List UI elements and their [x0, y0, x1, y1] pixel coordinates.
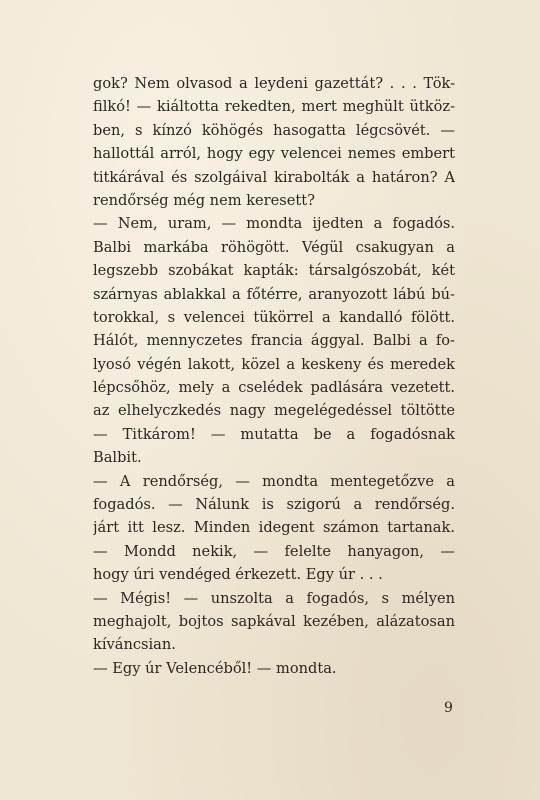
text-line: — Mondd nekik, — felelte hanyagon, — [93, 542, 455, 560]
text-line: — Titkárom! — mutatta be a fogadósnak [93, 425, 455, 443]
text-line: Hálót, mennyczetes francia ággyal. Balbi a fo- [93, 332, 455, 350]
text-line: Balbit. [93, 449, 142, 467]
text-line: — A rendőrség, — mondta mentegetőzve a [93, 472, 455, 490]
text-line: — Mégis! — unszolta a fogadós, s mélyen [93, 589, 455, 607]
text-line: fogadós. — Nálunk is szigorú a rendőrség. [93, 496, 455, 514]
text-line: ben, s kínzó köhögés hasogatta légcsövét. — [93, 121, 455, 139]
body-text [93, 72, 455, 680]
text-line: rendőrség még nem keresett? [93, 191, 315, 209]
page-number: 9 [444, 700, 453, 716]
text-line: szárnyas ablakkal a főtérre, aranyozott lábú bú- [93, 285, 455, 303]
text-line: lyosó végén lakott, közel a keskeny és meredek [93, 355, 455, 373]
text-line: kíváncsian. [93, 636, 176, 654]
text-line: titkárával és szolgáival kirabolták a határon? A [93, 168, 455, 186]
text-line: filkó! — kiáltotta rekedten, mert meghült ütköz- [93, 98, 455, 116]
text-line: torokkal, s velencei tükörrel a kandalló fölött. [93, 308, 455, 326]
text-line: — Egy úr Velencéből! — mondta. [93, 659, 337, 677]
text-line: gok? Nem olvasod a leydeni gazettát? . . . Tök- [93, 75, 455, 92]
text-line: hallottál arról, hogy egy velencei nemes embert [93, 145, 455, 163]
text-line: Balbi markába röhögött. Végül csakugyan a [93, 238, 455, 256]
text-line: legszebb szobákat kapták: társalgószobát, két [93, 262, 455, 280]
text-line: — Nem, uram, — mondta ijedten a fogadós. [93, 215, 455, 233]
text-line: lépcsőhöz, mely a cselédek padlására vezetett. [93, 379, 455, 397]
text-line: az elhelyczkedés nagy megelégedéssel töltötte [93, 402, 455, 420]
text-line: hogy úri vendéged érkezett. Egy úr . . . [93, 566, 383, 584]
text-line: járt itt lesz. Minden idegent számon tartanak. [93, 519, 455, 537]
text-line: meghajolt, bojtos sapkával kezében, alázatosan [93, 612, 455, 630]
